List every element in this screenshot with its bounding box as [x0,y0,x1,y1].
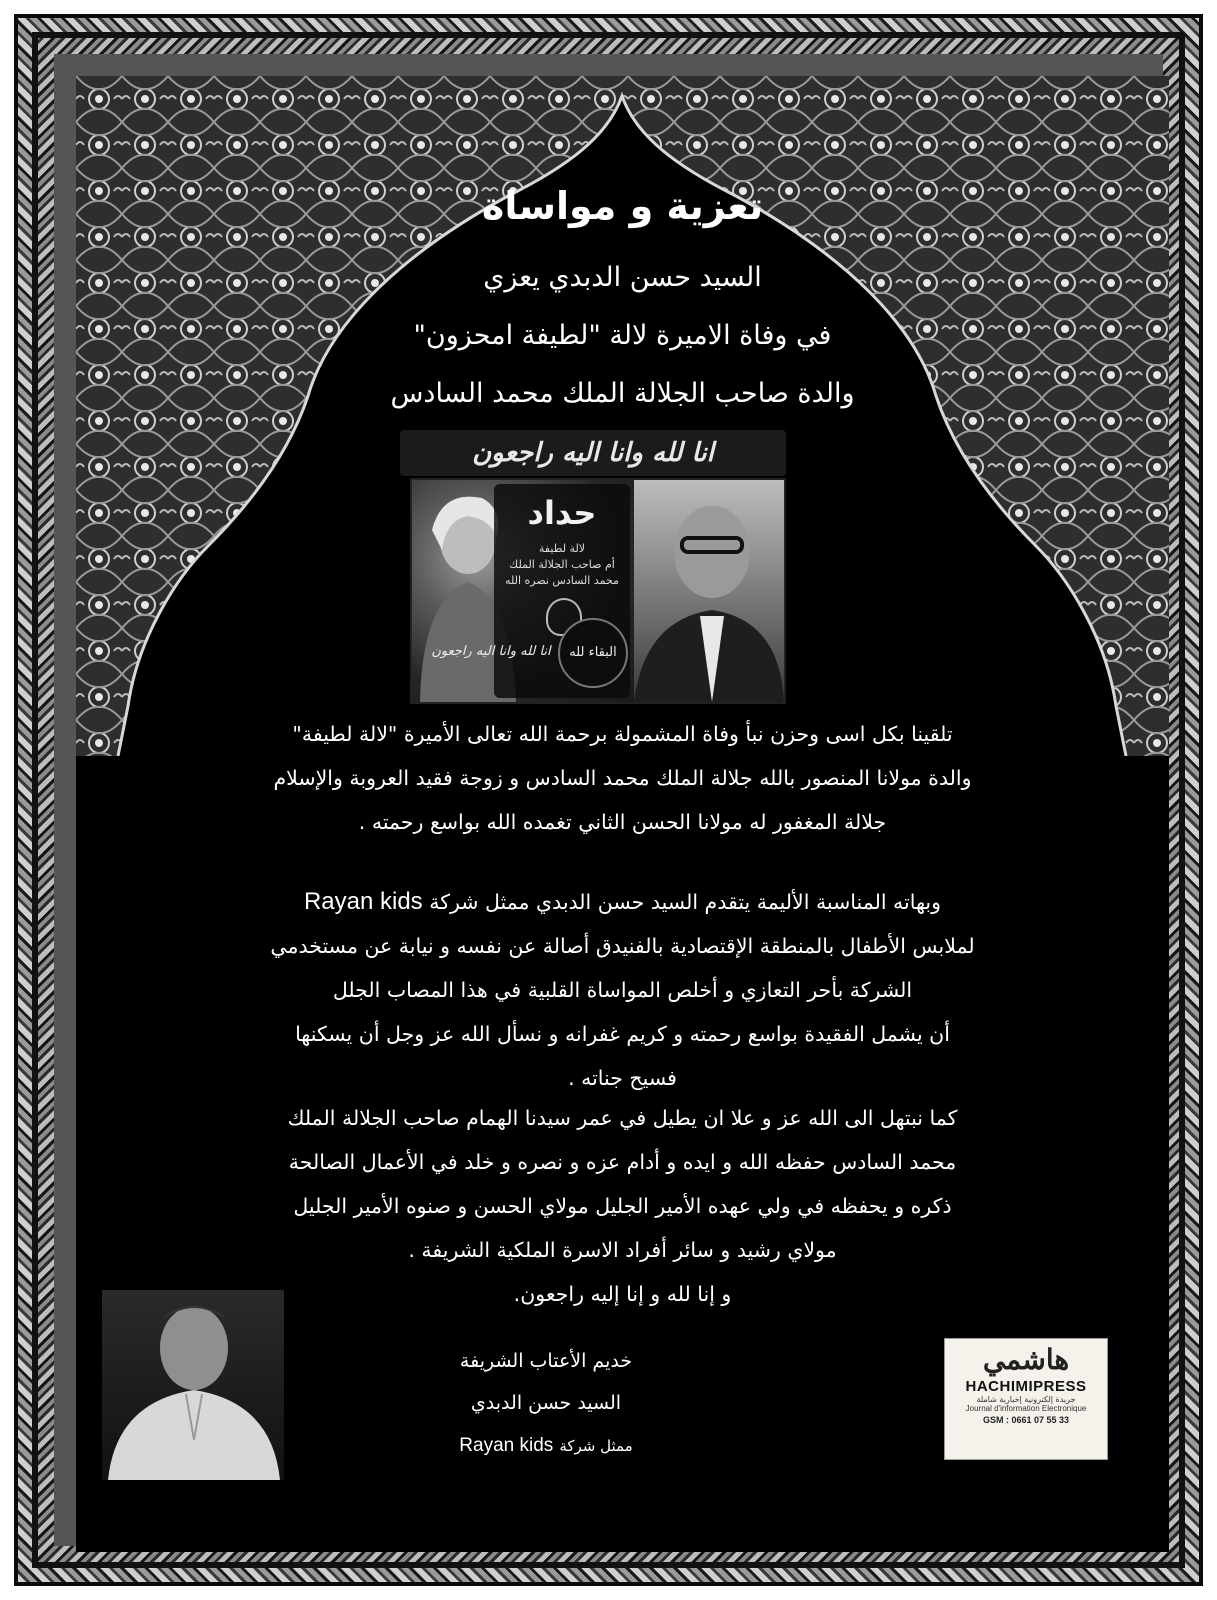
header-line-2: في وفاة الاميرة لالة "لطيفة امحزون" [413,320,832,351]
king-silhouette [634,480,784,702]
paragraph-3-line: ذكره و يحفظه في ولي عهده الأمير الجليل مولاي الحسن و صنوه الأمير الجليل [293,1194,952,1218]
publisher-logo [944,1338,1108,1460]
header-line-1: السيد حسن الدبدي يعزي [483,262,762,293]
paragraph-1-line: تلقينا بكل اسى وحزن نبأ وفاة المشمولة برحمة الله تعالى الأميرة "لالة لطيفة" [292,722,953,746]
poster-sub-1: لالة لطيفة [538,542,586,555]
paragraph-1 [76,712,1169,844]
poster-sub-3: محمد السادس نصره الله [505,574,619,587]
paragraph-2-line: أن يشمل الفقيدة بواسع رحمته و كريم غفرانه و نسأل الله عز وجل أن يسكنها [295,1022,950,1046]
callig-circle-badge [558,618,628,688]
company-name: Rayan kids [303,888,423,915]
paragraph-1-line: جلالة المغفور له مولانا الحسن الثاني تغمده الله بواسع رحمته . [358,810,887,834]
logo-gsm: GSM : 0661 07 55 33 [982,1415,1070,1425]
poster-heading: حداد [527,494,597,532]
calligraphy-banner [400,430,786,476]
logo-tagline-ar: جريدة إلكترونية إخبارية شاملة [976,1395,1076,1404]
outer-frame [14,14,1203,1586]
paragraph-2-line: لملابس الأطفال بالمنطقة الإقتصادية بالفنيدق أصالة عن نفسه و نيابة عن مستخدمي [270,934,975,958]
signature-line-2: السيد حسن الدبدي [470,1392,622,1414]
poster-sub-2: أم صاحب الجلالة الملك [509,558,615,571]
announcement-panel [76,76,1169,1552]
calligraphy-text: انا لله وانا اليه راجعون [472,438,714,468]
paragraph-2-line [76,880,1169,924]
logo-arabic: هاشمي [982,1343,1070,1376]
logo-brand: HACHIMIPRESS [965,1378,1087,1395]
callig-circle-text: البقاء لله [569,645,617,660]
paragraph-3-line: كما نبتهل الى الله عز و علا ان يطيل في عمر سيدنا الهمام صاحب الجلالة الملك [287,1106,958,1130]
paragraph-2 [76,880,1169,1100]
paragraph-2-line: الشركة بأحر التعازي و أخلص المواساة القلبية في هذا المصاب الجلل [332,978,913,1002]
sender-silhouette [102,1290,284,1480]
paragraph-2-line: فسيح جناته . [568,1066,677,1090]
paragraph-2-lead: وبهاته المناسبة الأليمة يتقدم السيد حسن الدبدي ممثل شركة [429,890,942,914]
mourning-poster [410,478,786,704]
header-line-3: والدة صاحب الجلالة الملك محمد السادس [390,378,855,409]
poster-bottom-calligraphy: انا لله وانا اليه راجعون [431,644,551,659]
signature-line-3 [416,1424,676,1467]
paragraph-1-line: والدة مولانا المنصور بالله جلالة الملك محمد السادس و زوجة فقيد العروبة والإسلام [273,766,972,790]
signature-company: Rayan kids [459,1435,554,1456]
paragraph-3 [76,1096,1169,1316]
paragraph-3-line: مولاي رشيد و سائر أفراد الاسرة الملكية الشريفة . [408,1238,837,1262]
signature-line-1: خديم الأعتاب الشريفة [459,1350,633,1372]
signature-prefix: ممثل شركة [559,1437,633,1455]
paragraph-3-line: و إنا لله و إنا إليه راجعون. [513,1282,732,1306]
paragraph-3-line: محمد السادس حفظه الله و ايده و أدام عزه و نصره و خلد في الأعمال الصالحة [288,1150,957,1174]
signature-block [416,1340,676,1467]
logo-tagline-fr: Journal d'information Electronique [965,1404,1087,1413]
page-title: تعزية و مواساة [481,184,764,228]
sender-photo [102,1290,284,1480]
